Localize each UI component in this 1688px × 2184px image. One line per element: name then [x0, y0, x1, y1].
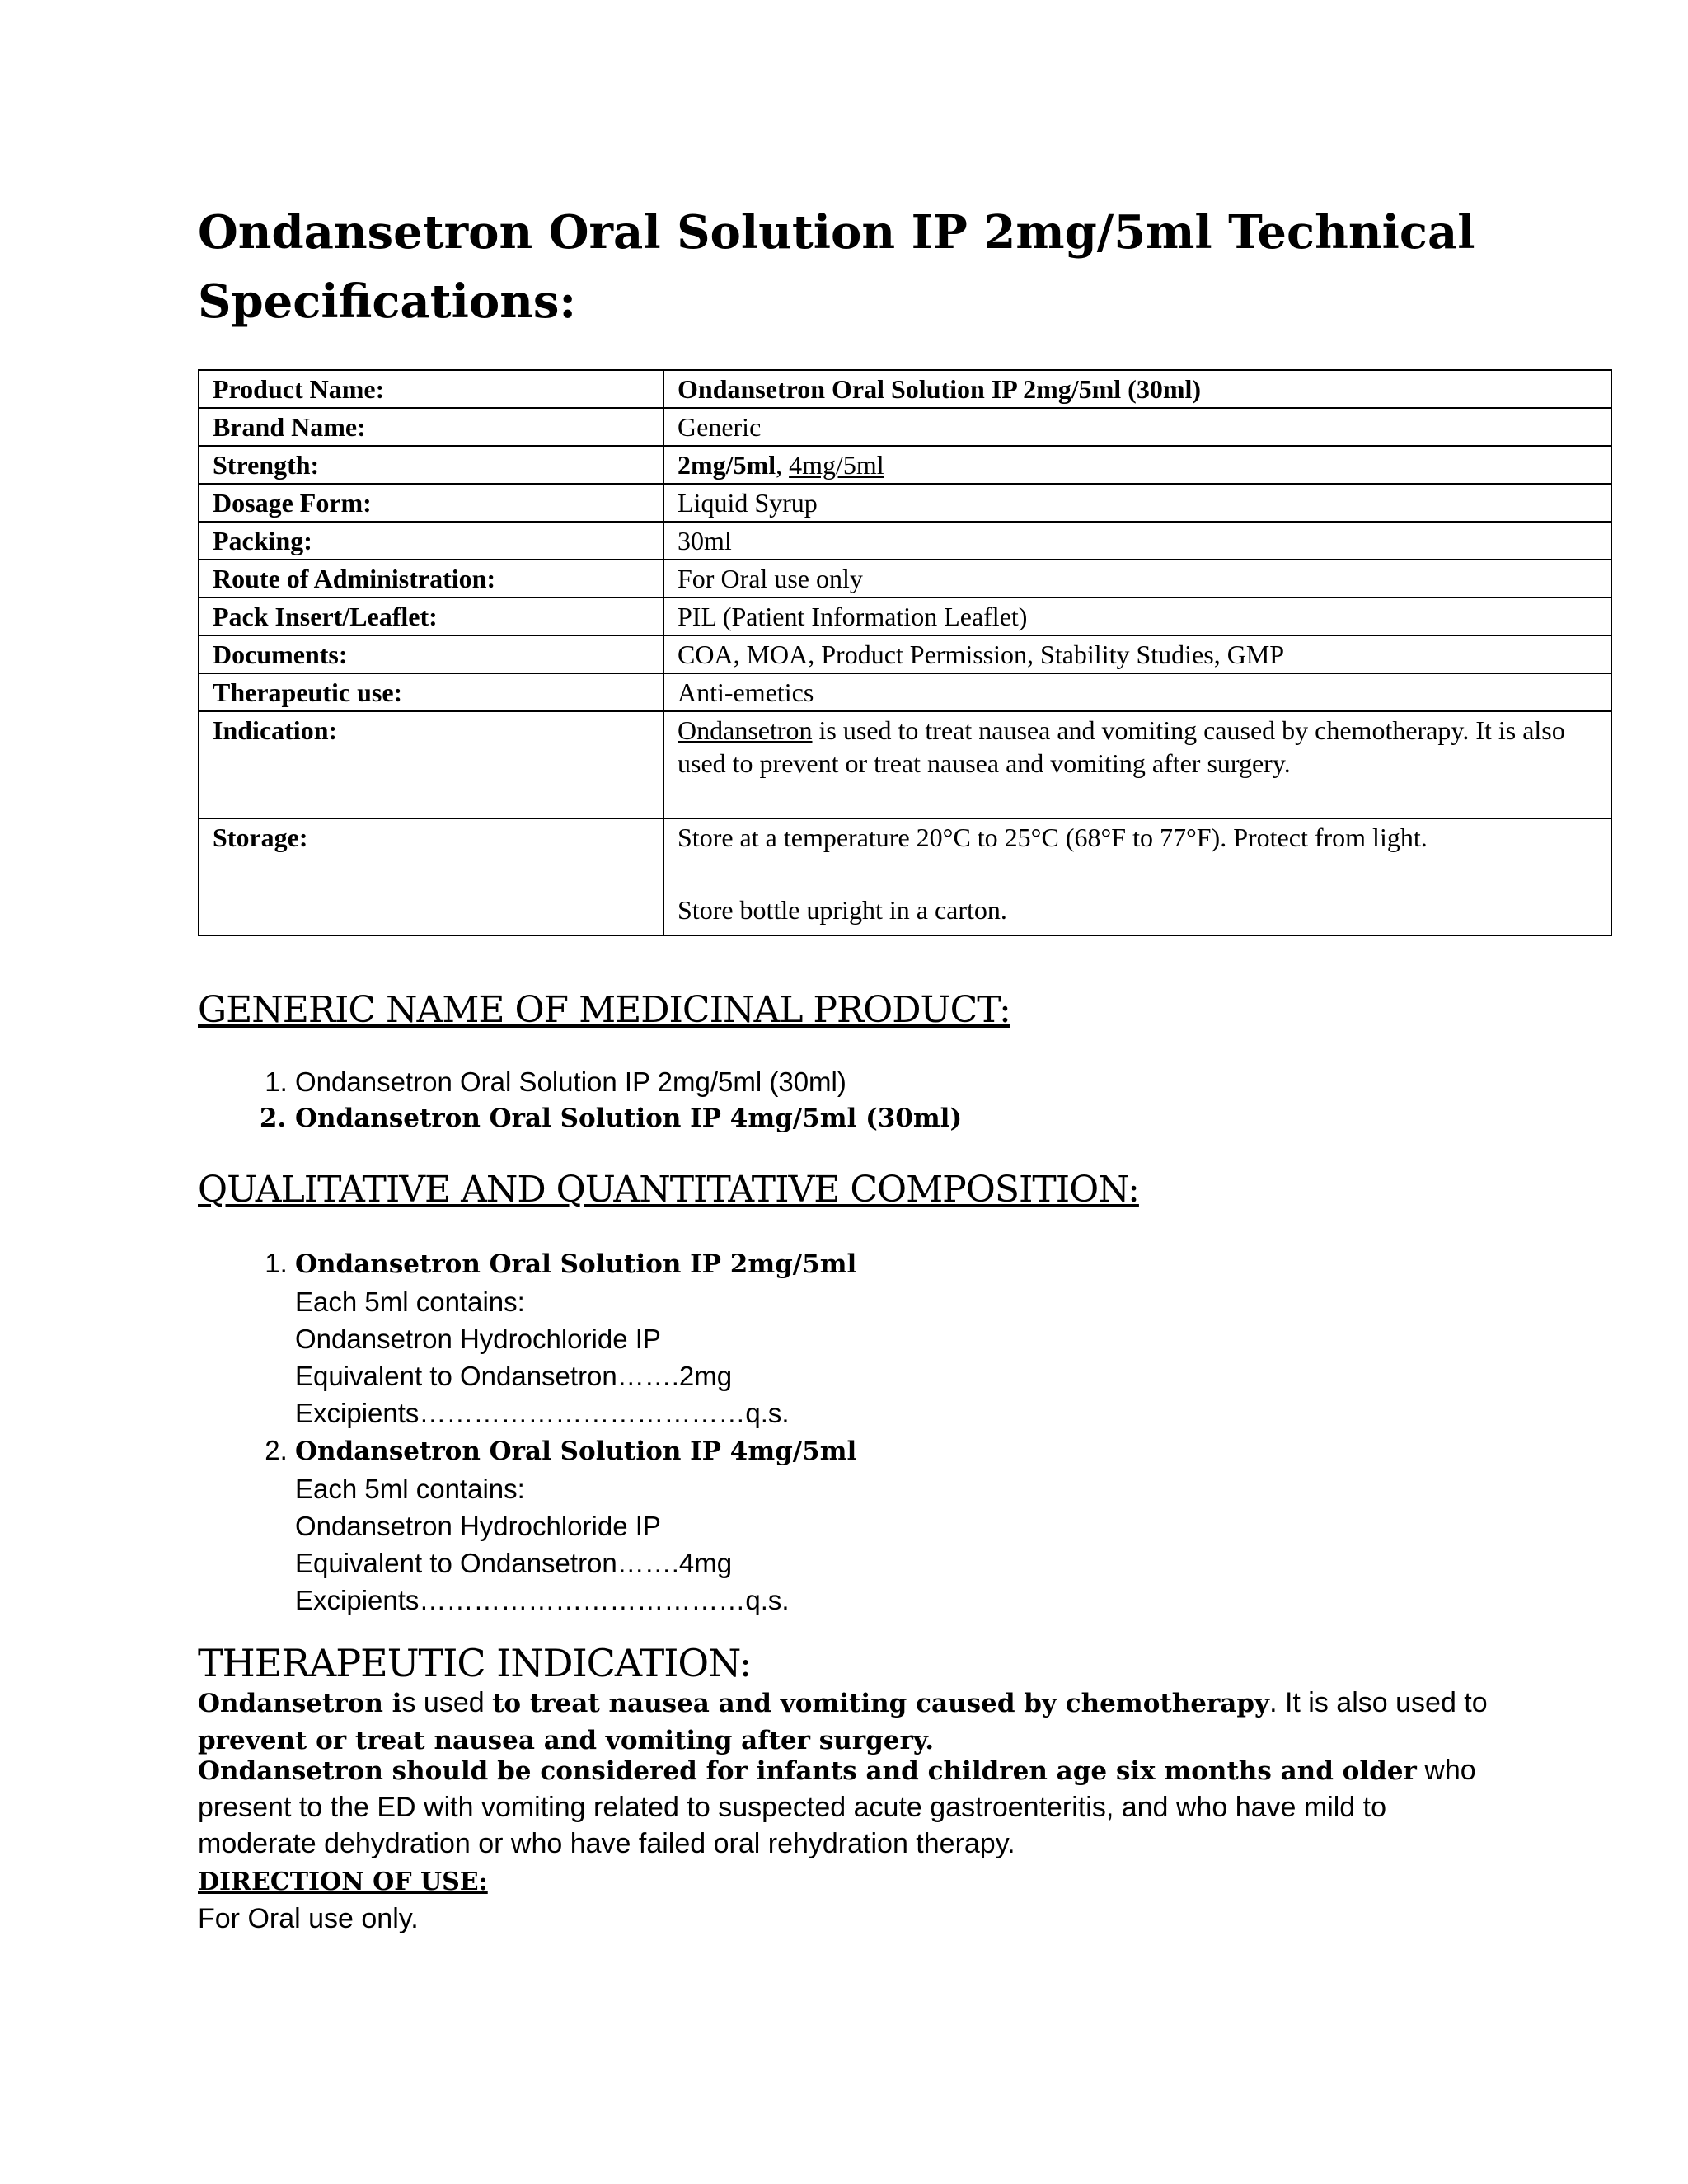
composition-line: Equivalent to Ondansetron…….2mg [295, 1361, 733, 1391]
composition-name: 2. Ondansetron Oral Solution IP 4mg/5ml [295, 1436, 857, 1466]
therapeutic-heading: THERAPEUTIC INDICATION: [198, 1641, 752, 1685]
row-value [663, 446, 1611, 484]
row-value: COA, MOA, Product Permission, Stability Studies, GMP [663, 635, 1611, 673]
spec-table [198, 369, 1612, 936]
row-label: Strength: [199, 446, 663, 484]
row-value: Generic [663, 408, 1611, 446]
composition-line: Excipients………………………………q.s. [295, 1398, 790, 1428]
row-label: Documents: [199, 635, 663, 673]
bold-text: Ondansetron should be considered for infants and children age six months and older [198, 1756, 1417, 1786]
direction-text: For Oral use only. [198, 1903, 419, 1934]
table-row [199, 818, 1611, 935]
row-label: Storage: [199, 818, 663, 935]
composition-line: Each 5ml contains: [295, 1474, 525, 1504]
table-row [199, 673, 1611, 711]
page-title: Ondansetron Oral Solution IP 2mg/5ml Technical Specifications: [198, 205, 1475, 329]
composition-line: Equivalent to Ondansetron…….4mg [295, 1548, 733, 1578]
table-row [199, 598, 1611, 635]
table-row [199, 522, 1611, 560]
bold-text: to treat nausea and vomiting caused by chemotherapy [492, 1689, 1270, 1718]
composition-name: 1. Ondansetron Oral Solution IP 2mg/5ml [295, 1249, 857, 1279]
list-item [295, 1244, 856, 1432]
therapeutic-paragraph [198, 1685, 1500, 1759]
composition-line: Excipients………………………………q.s. [295, 1585, 790, 1615]
bold-text: prevent or treat nausea and vomiting after surgery. [198, 1726, 935, 1755]
row-label: Packing: [199, 522, 663, 560]
row-label: Indication: [199, 711, 663, 818]
text: . It is also used to [1269, 1687, 1488, 1718]
row-value: Ondansetron Oral Solution IP 2mg/5ml (30ml) [663, 370, 1611, 408]
generic-name-heading: GENERIC NAME OF MEDICINAL PRODUCT: [198, 989, 1010, 1031]
row-label: Route of Administration: [199, 560, 663, 598]
generic-name-list [198, 1063, 962, 1137]
list-item: 2. Ondansetron Oral Solution IP 4mg/5ml (30ml) [295, 1100, 962, 1137]
list-item [295, 1432, 856, 1619]
row-value [663, 818, 1611, 935]
text: who present to the ED with vomiting related to suspected acute gastroenteritis, and who have mild to moderate dehydration or who have failed oral rehydration therapy. [198, 1755, 1476, 1859]
table-row [199, 560, 1611, 598]
storage-line: Store at a temperature 20°C to 25°C (68°F to 77°F). Protect from light. [678, 823, 1428, 852]
table-row [199, 408, 1611, 446]
table-row [199, 370, 1611, 408]
row-value: Liquid Syrup [663, 484, 1611, 522]
storage-line: Store bottle upright in a carton. [678, 895, 1007, 925]
row-label: Product Name: [199, 370, 663, 408]
row-label: Pack Insert/Leaflet: [199, 598, 663, 635]
row-value: PIL (Patient Information Leaflet) [663, 598, 1611, 635]
direction-heading: DIRECTION OF USE: [198, 1868, 488, 1896]
therapeutic-paragraph [198, 1752, 1500, 1862]
row-value: 30ml [663, 522, 1611, 560]
bold-text: Ondansetron i [198, 1689, 402, 1718]
composition-heading: QUALITATIVE AND QUANTITATIVE COMPOSITION: [198, 1169, 1139, 1211]
row-value [663, 711, 1611, 818]
strength-link[interactable]: 4mg/5ml [789, 450, 884, 480]
strength-primary: 2mg/5ml [678, 450, 776, 480]
composition-line: Ondansetron Hydrochloride IP [295, 1511, 661, 1541]
table-row [199, 635, 1611, 673]
row-label: Brand Name: [199, 408, 663, 446]
composition-line: Ondansetron Hydrochloride IP [295, 1324, 661, 1354]
row-value: Anti-emetics [663, 673, 1611, 711]
strength-separator: , [776, 450, 790, 480]
text: s used [401, 1687, 493, 1718]
indication-link[interactable]: Ondansetron [678, 715, 813, 745]
indication-text: is used to treat nausea and vomiting caused by chemotherapy. It is also used to prevent or treat nausea and vomiting after surgery. [678, 715, 1565, 778]
composition-line: Each 5ml contains: [295, 1286, 525, 1317]
table-row [199, 484, 1611, 522]
row-label: Therapeutic use: [199, 673, 663, 711]
table-row [199, 711, 1611, 818]
composition-list [198, 1244, 856, 1619]
list-item: 1. Ondansetron Oral Solution IP 2mg/5ml (30ml) [295, 1063, 962, 1100]
row-value: For Oral use only [663, 560, 1611, 598]
table-row [199, 446, 1611, 484]
row-label: Dosage Form: [199, 484, 663, 522]
